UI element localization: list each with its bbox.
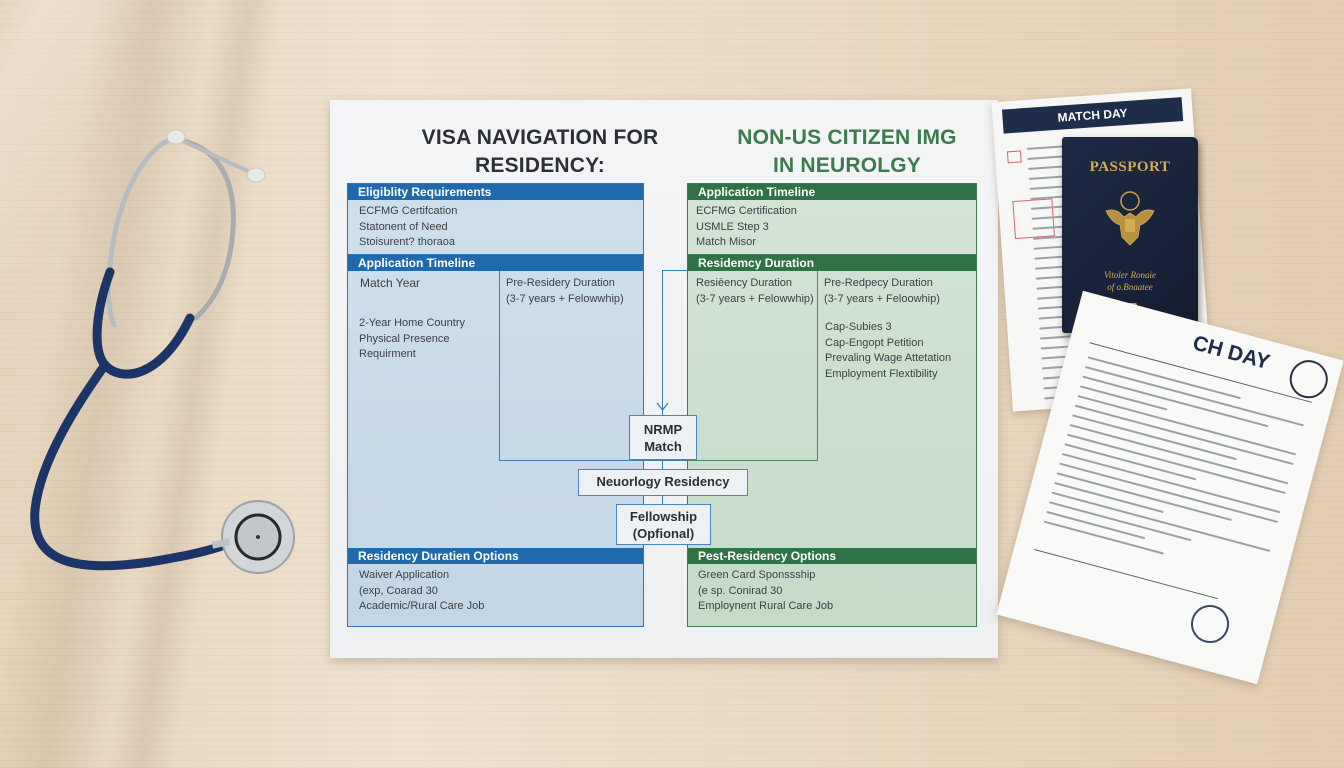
application-timeline-list bbox=[696, 204, 797, 251]
pre-residency-duration-right bbox=[824, 276, 940, 307]
flow-step-label: Match bbox=[644, 439, 682, 454]
list-item: ECFMG Certifcation bbox=[359, 205, 458, 217]
poster-title-right bbox=[722, 124, 972, 180]
post-residency-list bbox=[698, 568, 833, 615]
section-header-residency-duration-options: Residency Duratien Options bbox=[348, 548, 643, 564]
flow-step-label: (Opfional) bbox=[632, 526, 695, 541]
list-item: 2-Year Home Country bbox=[359, 317, 465, 329]
section-header-application-timeline-right: Application Timeline bbox=[688, 184, 976, 200]
list-item: ECFMG Certification bbox=[696, 205, 797, 217]
connector-line bbox=[662, 270, 688, 271]
h1b-requirements-list bbox=[825, 320, 951, 382]
match-day-header: MATCH DAY bbox=[1002, 97, 1183, 133]
residency-duration-text bbox=[696, 276, 814, 307]
left-column-blue bbox=[347, 183, 644, 627]
list-item: Academic/Rural Care Job bbox=[359, 600, 485, 612]
home-country-requirement bbox=[359, 316, 465, 363]
passport-subtitle-line: of o.Bnaatee bbox=[1107, 282, 1153, 292]
list-item: Employnent Rural Care Job bbox=[698, 600, 834, 612]
connector-line bbox=[662, 270, 663, 415]
list-item: (3-7 years + Felowwhip) bbox=[506, 292, 624, 305]
flow-step-fellowship bbox=[616, 504, 711, 545]
list-item: Waiver Application bbox=[359, 569, 450, 581]
list-item: (e sp. Conirad 30 bbox=[698, 584, 783, 597]
letter-text-lines bbox=[1042, 356, 1307, 588]
stamp-icon bbox=[1007, 150, 1022, 163]
flow-step-neurology-residency bbox=[578, 469, 748, 496]
right-column-green bbox=[687, 183, 977, 627]
flow-step-label: Neuorlogy Residency bbox=[596, 474, 730, 489]
section-header-post-residency-options: Pest-Residency Options bbox=[688, 548, 976, 564]
flow-step-label: Fellowship bbox=[629, 509, 698, 524]
official-seal-icon bbox=[1187, 601, 1234, 648]
residency-options-list bbox=[359, 568, 484, 615]
passport-title: PASSPORT bbox=[1089, 159, 1171, 175]
list-item: Match Misor bbox=[696, 236, 756, 248]
arrow-down-icon bbox=[656, 402, 669, 412]
list-item: (exp, Coarad 30 bbox=[359, 584, 438, 597]
pre-residency-duration bbox=[506, 276, 624, 307]
section-header-residency-duration: Residemcy Duration bbox=[688, 255, 976, 271]
title-right-line2: IN NEUROLGY bbox=[772, 154, 922, 177]
list-item: Requirment bbox=[359, 348, 416, 360]
passport-subtitle bbox=[1062, 269, 1198, 293]
title-left-line1: VISA NAVIGATION FOR RESIDENCY: bbox=[421, 126, 659, 177]
list-item: Cap-Subies 3 bbox=[825, 321, 892, 333]
list-item: Pre-Redpecy Duration bbox=[824, 277, 933, 289]
eagle-seal-icon bbox=[1285, 356, 1332, 403]
list-item: Statonent of Need bbox=[359, 220, 448, 233]
list-item: Pre-Residery Duration bbox=[506, 277, 615, 289]
list-item: (3-7 years + Felowwhip) bbox=[696, 292, 814, 305]
list-item: Cap-Engopt Petition bbox=[825, 336, 924, 349]
passport-subtitle-line: Vitoler Ronaie bbox=[1103, 270, 1157, 280]
flow-step-label: NRMP bbox=[643, 422, 683, 437]
title-right-line1: NON-US CITIZEN IMG bbox=[737, 126, 957, 149]
match-year-label: Match Year bbox=[360, 276, 421, 290]
eagle-seal-icon bbox=[1102, 189, 1158, 249]
list-item: Resiēency Duration bbox=[696, 277, 792, 289]
list-item: Prevaling Wage Attetation bbox=[825, 352, 952, 364]
stethoscope-icon bbox=[0, 100, 320, 600]
list-item: Green Card Sponssship bbox=[698, 569, 816, 581]
list-item: (3-7 years + Feloowhip) bbox=[824, 292, 940, 305]
flow-step-nrmp-match bbox=[629, 415, 697, 460]
letter-header: CH DAY bbox=[1190, 331, 1273, 375]
list-item: Employment Flextibility bbox=[825, 367, 938, 380]
section-header-application-timeline: Application Timeline bbox=[348, 255, 643, 271]
eligibility-list bbox=[359, 204, 457, 251]
list-item: Stoisurent? thoraoa bbox=[359, 236, 456, 248]
visa-navigation-poster bbox=[330, 100, 998, 658]
list-item: Physical Presence bbox=[359, 332, 450, 345]
section-header-eligibility: Eligiblity Requirements bbox=[348, 184, 643, 200]
list-item: USMLE Step 3 bbox=[696, 220, 769, 233]
